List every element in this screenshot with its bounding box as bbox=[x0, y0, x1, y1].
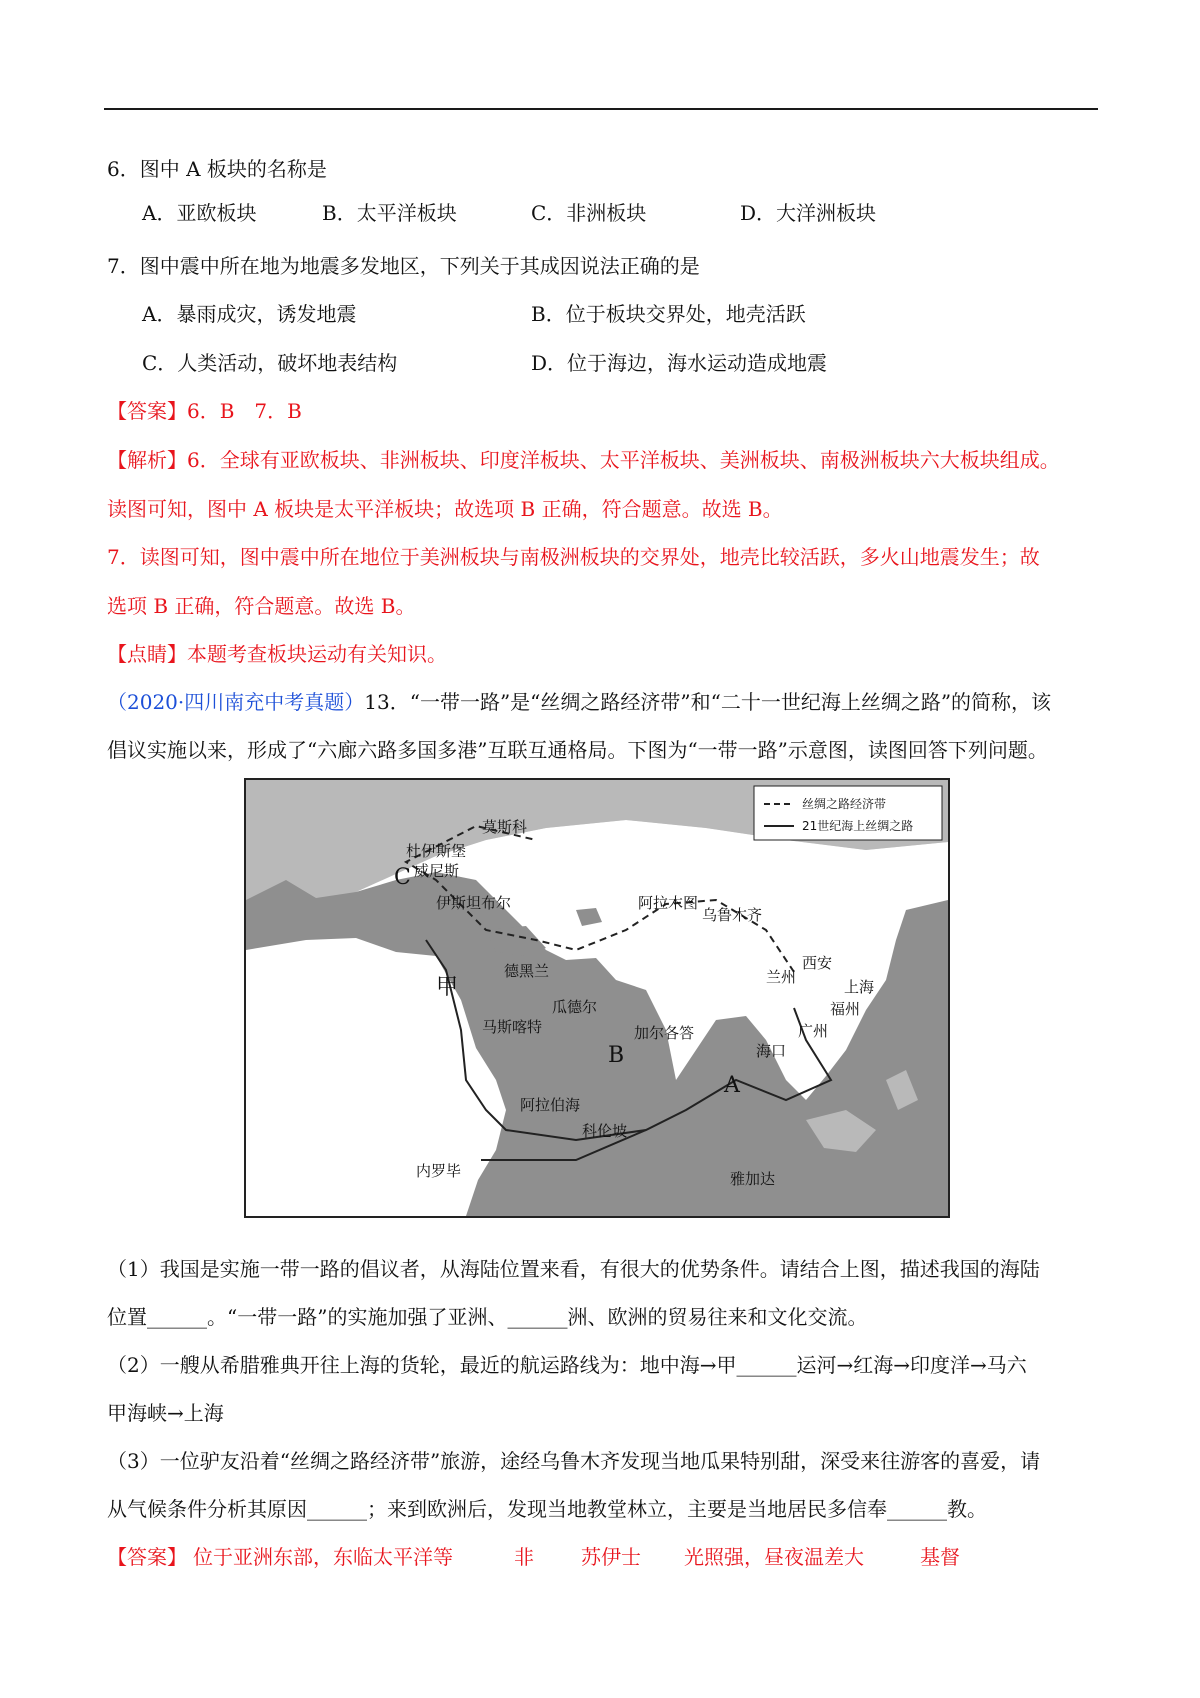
q7-option-a[interactable]: A．暴雨成灾，诱发地震 bbox=[142, 302, 357, 326]
label-colombo: 科伦坡 bbox=[582, 1122, 628, 1140]
label-kolkata: 加尔各答 bbox=[634, 1024, 695, 1042]
analysis-line-3: 7．读图可知，图中震中所在地位于美洲板块与南极洲板块的交界处，地壳比较活跃，多火山地震发生；故 bbox=[107, 545, 1040, 569]
sub3-line-2: 从气候条件分析其原因______；来到欧洲后，发现当地教堂林立，主要是当地居民多信奉______教。 bbox=[107, 1497, 987, 1521]
answer-q13-item-3: 苏伊士 bbox=[581, 1545, 641, 1569]
label-haikou: 海口 bbox=[756, 1042, 787, 1060]
legend-maritime-road: 21世纪海上丝绸之路 bbox=[802, 819, 914, 833]
map-svg bbox=[246, 780, 948, 1216]
label-jakarta: 雅加达 bbox=[730, 1170, 776, 1188]
q7-stem: 7．图中震中所在地为地震多发地区，下列关于其成因说法正确的是 bbox=[107, 254, 700, 278]
q6-option-d[interactable]: D．大洋洲板块 bbox=[740, 201, 877, 225]
letter-c: C bbox=[394, 865, 411, 890]
label-guangzhou: 广州 bbox=[798, 1022, 829, 1040]
answer-q13-item-1: 位于亚洲东部，东临太平洋等 bbox=[193, 1545, 453, 1569]
q7-option-d[interactable]: D．位于海边，海水运动造成地震 bbox=[531, 351, 828, 375]
header-rule bbox=[104, 108, 1098, 110]
belt-road-map bbox=[244, 778, 950, 1218]
label-urumqi: 乌鲁木齐 bbox=[702, 906, 763, 924]
label-xian: 西安 bbox=[802, 954, 833, 972]
sub1-line-2: 位置______。“一带一路”的实施加强了亚洲、______洲、欧洲的贸易往来和文化交流。 bbox=[107, 1305, 868, 1329]
label-almaty: 阿拉木图 bbox=[638, 894, 699, 912]
q13-stem-line-2: 倡议实施以来，形成了“六廊六路多国多港”互联互通格局。下图为“一带一路”示意图，读图回答下列问题。 bbox=[107, 738, 1048, 762]
label-muscat: 马斯喀特 bbox=[482, 1018, 543, 1036]
africa-land bbox=[246, 938, 506, 1216]
letter-jia: 甲 bbox=[436, 975, 459, 1000]
q13-source: （2020·四川南充中考真题） bbox=[107, 690, 365, 714]
sub2-line-2: 甲海峡→上海 bbox=[107, 1401, 224, 1425]
label-fuzhou: 福州 bbox=[830, 1000, 861, 1018]
label-istanbul: 伊斯坦布尔 bbox=[436, 894, 512, 912]
islands bbox=[806, 1110, 876, 1152]
sub1-line-1: （1）我国是实施一带一路的倡议者，从海陆位置来看，有很大的优势条件。请结合上图，描述我国的海陆 bbox=[107, 1257, 1040, 1281]
label-shanghai: 上海 bbox=[844, 978, 875, 996]
q6-option-a[interactable]: A．亚欧板块 bbox=[142, 201, 257, 225]
label-gwadar: 瓜德尔 bbox=[552, 998, 598, 1016]
label-arabian-sea: 阿拉伯海 bbox=[520, 1096, 581, 1114]
answer-q6-q7: 【答案】6．B 7．B bbox=[107, 399, 302, 423]
letter-b: B bbox=[608, 1043, 625, 1068]
q13-stem-1: 13．“一带一路”是“丝绸之路经济带”和“二十一世纪海上丝绸之路”的简称，该 bbox=[364, 690, 1052, 714]
sub2-line-1: （2）一艘从希腊雅典开往上海的货轮，最近的航运路线为：地中海→甲______运河→红海→印度洋→马六 bbox=[107, 1353, 1027, 1377]
q6-stem: 6．图中 A 板块的名称是 bbox=[107, 157, 327, 181]
letter-a: A bbox=[724, 1073, 740, 1098]
answer-q13-label: 【答案】 bbox=[107, 1545, 187, 1569]
legend-economic-belt: 丝绸之路经济带 bbox=[802, 797, 887, 811]
islands-2 bbox=[886, 1070, 918, 1110]
analysis-line-4: 选项 B 正确，符合题意。故选 B。 bbox=[107, 594, 416, 618]
q6-option-c[interactable]: C．非洲板块 bbox=[531, 201, 647, 225]
analysis-line-2: 读图可知，图中 A 板块是太平洋板块；故选项 B 正确，符合题意。故选 B。 bbox=[107, 497, 783, 521]
label-tehran: 德黑兰 bbox=[504, 962, 550, 980]
label-venice: 威尼斯 bbox=[414, 862, 460, 880]
label-moscow: 莫斯科 bbox=[482, 818, 528, 836]
q13-stem-line-1 bbox=[107, 689, 1051, 715]
analysis-line-1: 【解析】6．全球有亚欧板块、非洲板块、印度洋板块、太平洋板块、美洲板块、南极洲板块六大板块组成。 bbox=[107, 448, 1060, 472]
q7-option-c[interactable]: C．人类活动，破坏地表结构 bbox=[142, 351, 398, 375]
answer-q13-item-4: 光照强，昼夜温差大 bbox=[684, 1545, 864, 1569]
answer-q13-item-5: 基督 bbox=[920, 1545, 960, 1569]
comment: 【点睛】本题考查板块运动有关知识。 bbox=[107, 642, 447, 666]
label-duisburg: 杜伊斯堡 bbox=[406, 842, 467, 860]
q6-option-b[interactable]: B．太平洋板块 bbox=[322, 201, 457, 225]
q7-option-b[interactable]: B．位于板块交界处，地壳活跃 bbox=[531, 302, 806, 326]
answer-q13-item-2: 非 bbox=[514, 1545, 534, 1569]
label-nairobi: 内罗毕 bbox=[416, 1162, 462, 1180]
label-lanzhou: 兰州 bbox=[766, 968, 797, 986]
sub3-line-1: （3）一位驴友沿着“丝绸之路经济带”旅游，途经乌鲁木齐发现当地瓜果特别甜，深受来往游客的喜爱，请 bbox=[107, 1449, 1041, 1473]
